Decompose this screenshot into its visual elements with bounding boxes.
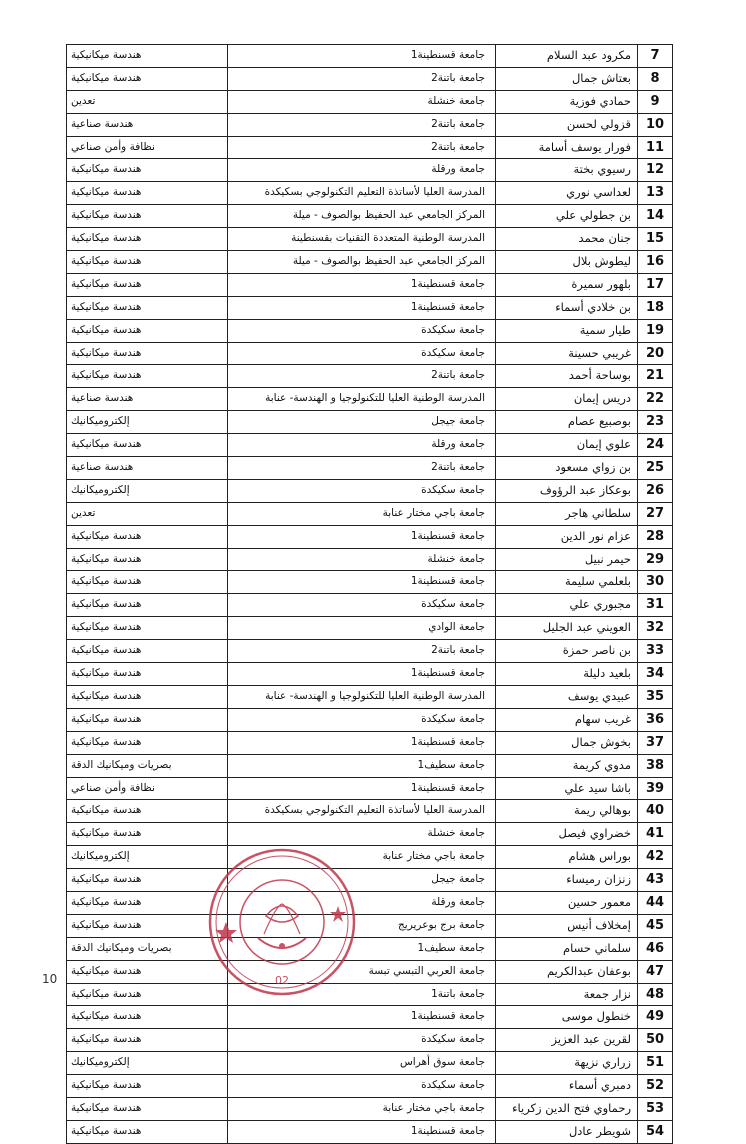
specialty: تعدين bbox=[67, 91, 228, 113]
table-row bbox=[67, 1121, 673, 1144]
specialty: هندسة ميكانيكية bbox=[67, 640, 228, 662]
candidate-name: رسيوي بختة bbox=[496, 159, 638, 181]
university-name: جامعة قسنطينة1 bbox=[228, 526, 496, 548]
table-row bbox=[67, 823, 673, 846]
row-number: 51 bbox=[638, 1052, 673, 1074]
row-number: 49 bbox=[638, 1006, 673, 1028]
specialty: هندسة ميكانيكية bbox=[67, 663, 228, 685]
university-name: جامعة سكيكدة bbox=[228, 480, 496, 502]
university-name: المركز الجامعي عبد الحفيظ بوالصوف - ميلة bbox=[228, 205, 496, 227]
row-number: 39 bbox=[638, 778, 673, 800]
table-row bbox=[67, 915, 673, 938]
university-name: جامعة قسنطينة1 bbox=[228, 663, 496, 685]
row-number: 13 bbox=[638, 182, 673, 204]
university-name: المدرسة العليا لأساتذة التعليم التكنولوجي بسكيكدة bbox=[228, 182, 496, 204]
candidate-name: فورار يوسف أسامة bbox=[496, 137, 638, 159]
candidate-name: بن خلادي أسماء bbox=[496, 297, 638, 319]
university-name: جامعة باتنة2 bbox=[228, 640, 496, 662]
table-row bbox=[67, 411, 673, 434]
university-name: جامعة برج بوعريريج bbox=[228, 915, 496, 937]
row-number: 54 bbox=[638, 1121, 673, 1143]
candidate-name: بوساحة أحمد bbox=[496, 365, 638, 387]
university-name: جامعة سكيكدة bbox=[228, 1075, 496, 1097]
university-name: جامعة خنشلة bbox=[228, 91, 496, 113]
university-name: جامعة باتنة2 bbox=[228, 68, 496, 90]
candidate-name: غريبي حسينة bbox=[496, 343, 638, 365]
specialty: بصريات وميكانيك الدقة bbox=[67, 755, 228, 777]
university-name: جامعة العربي التبسي تبسة bbox=[228, 961, 496, 983]
university-name: المدرسة الوطنية العليا للتكنولوجيا و الهندسة- عنابة bbox=[228, 388, 496, 410]
university-name: جامعة باتنة2 bbox=[228, 114, 496, 136]
row-number: 24 bbox=[638, 434, 673, 456]
candidate-name: زراري نزيهة bbox=[496, 1052, 638, 1074]
university-name: جامعة قسنطينة1 bbox=[228, 1121, 496, 1143]
university-name: جامعة سكيكدة bbox=[228, 343, 496, 365]
table-row bbox=[67, 686, 673, 709]
candidate-name: بوصبيع عصام bbox=[496, 411, 638, 433]
table-row bbox=[67, 228, 673, 251]
specialty: تعدين bbox=[67, 503, 228, 525]
row-number: 9 bbox=[638, 91, 673, 113]
table-row bbox=[67, 503, 673, 526]
candidate-name: خضراوي فيصل bbox=[496, 823, 638, 845]
specialty: هندسة ميكانيكية bbox=[67, 228, 228, 250]
row-number: 27 bbox=[638, 503, 673, 525]
page-number: 10 bbox=[42, 972, 58, 986]
candidate-name: بوعفان عبدالكريم bbox=[496, 961, 638, 983]
specialty: هندسة ميكانيكية bbox=[67, 800, 228, 822]
university-name: جامعة سوق أهراس bbox=[228, 1052, 496, 1074]
specialty: هندسة صناعية bbox=[67, 457, 228, 479]
row-number: 19 bbox=[638, 320, 673, 342]
candidate-name: بلعلمي سليمة bbox=[496, 571, 638, 593]
candidate-name: بن جطولي علي bbox=[496, 205, 638, 227]
specialty: هندسة ميكانيكية bbox=[67, 892, 228, 914]
row-number: 43 bbox=[638, 869, 673, 891]
row-number: 21 bbox=[638, 365, 673, 387]
specialty: هندسة ميكانيكية bbox=[67, 320, 228, 342]
row-number: 14 bbox=[638, 205, 673, 227]
specialty: هندسة ميكانيكية bbox=[67, 1121, 228, 1143]
candidate-name: إمخلاف أنيس bbox=[496, 915, 638, 937]
row-number: 7 bbox=[638, 45, 673, 67]
university-name: جامعة جيجل bbox=[228, 411, 496, 433]
table-row bbox=[67, 297, 673, 320]
candidate-name: عزام نور الدين bbox=[496, 526, 638, 548]
table-row bbox=[67, 434, 673, 457]
candidate-name: حيمر نبيل bbox=[496, 549, 638, 571]
table-row bbox=[67, 846, 673, 869]
candidate-name: العويني عبد الجليل bbox=[496, 617, 638, 639]
table-row bbox=[67, 388, 673, 411]
table-row bbox=[67, 732, 673, 755]
row-number: 38 bbox=[638, 755, 673, 777]
row-number: 11 bbox=[638, 137, 673, 159]
university-name: جامعة سكيكدة bbox=[228, 320, 496, 342]
candidate-name: بوعكاز عبد الرؤوف bbox=[496, 480, 638, 502]
row-number: 47 bbox=[638, 961, 673, 983]
university-name: جامعة سكيكدة bbox=[228, 709, 496, 731]
specialty: هندسة ميكانيكية bbox=[67, 915, 228, 937]
specialty: هندسة ميكانيكية bbox=[67, 343, 228, 365]
university-name: جامعة ورقلة bbox=[228, 159, 496, 181]
table-row bbox=[67, 45, 673, 68]
table-row bbox=[67, 755, 673, 778]
university-name: جامعة قسنطينة1 bbox=[228, 45, 496, 67]
university-name: جامعة جيجل bbox=[228, 869, 496, 891]
row-number: 17 bbox=[638, 274, 673, 296]
university-name: جامعة باتنة2 bbox=[228, 137, 496, 159]
candidate-name: رحماوي فتح الدين زكرياء bbox=[496, 1098, 638, 1120]
university-name: جامعة قسنطينة1 bbox=[228, 297, 496, 319]
specialty: إلكتروميكانيك bbox=[67, 846, 228, 868]
specialty: إلكتروميكانيك bbox=[67, 1052, 228, 1074]
row-number: 12 bbox=[638, 159, 673, 181]
university-name: جامعة باجي مختار عنابة bbox=[228, 503, 496, 525]
table-row bbox=[67, 869, 673, 892]
row-number: 26 bbox=[638, 480, 673, 502]
specialty: هندسة صناعية bbox=[67, 388, 228, 410]
candidate-name: مكرود عبد السلام bbox=[496, 45, 638, 67]
university-name: جامعة باتنة2 bbox=[228, 365, 496, 387]
row-number: 41 bbox=[638, 823, 673, 845]
university-name: جامعة باجي مختار عنابة bbox=[228, 1098, 496, 1120]
table-row bbox=[67, 343, 673, 366]
table-row bbox=[67, 68, 673, 91]
specialty: هندسة ميكانيكية bbox=[67, 732, 228, 754]
row-number: 10 bbox=[638, 114, 673, 136]
university-name: جامعة سطيف1 bbox=[228, 938, 496, 960]
row-number: 23 bbox=[638, 411, 673, 433]
table-row bbox=[67, 778, 673, 801]
candidate-name: بعتاش جمال bbox=[496, 68, 638, 90]
results-table bbox=[66, 44, 673, 1144]
candidate-name: لقرين عبد العزيز bbox=[496, 1029, 638, 1051]
table-row bbox=[67, 663, 673, 686]
table-row bbox=[67, 526, 673, 549]
row-number: 32 bbox=[638, 617, 673, 639]
table-row bbox=[67, 617, 673, 640]
table-row bbox=[67, 800, 673, 823]
candidate-name: بلعيد دليلة bbox=[496, 663, 638, 685]
candidate-name: سلماني حسام bbox=[496, 938, 638, 960]
candidate-name: نزار جمعة bbox=[496, 984, 638, 1006]
row-number: 15 bbox=[638, 228, 673, 250]
specialty: هندسة ميكانيكية bbox=[67, 1029, 228, 1051]
table-row bbox=[67, 91, 673, 114]
university-name: جامعة باجي مختار عنابة bbox=[228, 846, 496, 868]
candidate-name: مدوي كريمة bbox=[496, 755, 638, 777]
table-row bbox=[67, 274, 673, 297]
table-row bbox=[67, 1075, 673, 1098]
candidate-name: سلطاني هاجر bbox=[496, 503, 638, 525]
specialty: هندسة ميكانيكية bbox=[67, 1075, 228, 1097]
row-number: 28 bbox=[638, 526, 673, 548]
specialty: نظافة وأمن صناعي bbox=[67, 137, 228, 159]
specialty: هندسة ميكانيكية bbox=[67, 182, 228, 204]
specialty: هندسة ميكانيكية bbox=[67, 45, 228, 67]
university-name: جامعة باتنة2 bbox=[228, 457, 496, 479]
row-number: 42 bbox=[638, 846, 673, 868]
candidate-name: علوي إيمان bbox=[496, 434, 638, 456]
specialty: هندسة ميكانيكية bbox=[67, 68, 228, 90]
university-name: جامعة سكيكدة bbox=[228, 594, 496, 616]
specialty: هندسة ميكانيكية bbox=[67, 365, 228, 387]
candidate-name: غريب سهام bbox=[496, 709, 638, 731]
table-row bbox=[67, 480, 673, 503]
table-row bbox=[67, 640, 673, 663]
table-row bbox=[67, 182, 673, 205]
table-row bbox=[67, 938, 673, 961]
university-name: جامعة قسنطينة1 bbox=[228, 274, 496, 296]
table-row bbox=[67, 205, 673, 228]
row-number: 30 bbox=[638, 571, 673, 593]
specialty: هندسة ميكانيكية bbox=[67, 251, 228, 273]
table-row bbox=[67, 1029, 673, 1052]
candidate-name: طيار سمية bbox=[496, 320, 638, 342]
row-number: 46 bbox=[638, 938, 673, 960]
candidate-name: معمور حسين bbox=[496, 892, 638, 914]
candidate-name: بن زواي مسعود bbox=[496, 457, 638, 479]
university-name: جامعة الوادي bbox=[228, 617, 496, 639]
table-row bbox=[67, 892, 673, 915]
specialty: هندسة ميكانيكية bbox=[67, 159, 228, 181]
university-name: جامعة قسنطينة1 bbox=[228, 778, 496, 800]
row-number: 37 bbox=[638, 732, 673, 754]
candidate-name: لعداسي نوري bbox=[496, 182, 638, 204]
specialty: هندسة ميكانيكية bbox=[67, 686, 228, 708]
row-number: 25 bbox=[638, 457, 673, 479]
table-row bbox=[67, 457, 673, 480]
table-row bbox=[67, 365, 673, 388]
specialty: هندسة ميكانيكية bbox=[67, 823, 228, 845]
candidate-name: باشا سيد علي bbox=[496, 778, 638, 800]
table-row bbox=[67, 571, 673, 594]
svg-text:02: 02 bbox=[275, 974, 289, 987]
table-row bbox=[67, 961, 673, 984]
candidate-name: بلهور سميرة bbox=[496, 274, 638, 296]
row-number: 44 bbox=[638, 892, 673, 914]
candidate-name: خنطول موسى bbox=[496, 1006, 638, 1028]
row-number: 16 bbox=[638, 251, 673, 273]
table-row bbox=[67, 549, 673, 572]
university-name: جامعة سكيكدة bbox=[228, 1029, 496, 1051]
candidate-name: عبيدي يوسف bbox=[496, 686, 638, 708]
table-row bbox=[67, 1006, 673, 1029]
candidate-name: بوهالي ريمة bbox=[496, 800, 638, 822]
row-number: 45 bbox=[638, 915, 673, 937]
row-number: 50 bbox=[638, 1029, 673, 1051]
specialty: هندسة ميكانيكية bbox=[67, 205, 228, 227]
row-number: 34 bbox=[638, 663, 673, 685]
university-name: جامعة سطيف1 bbox=[228, 755, 496, 777]
table-row bbox=[67, 709, 673, 732]
table-row bbox=[67, 251, 673, 274]
specialty: هندسة ميكانيكية bbox=[67, 549, 228, 571]
row-number: 35 bbox=[638, 686, 673, 708]
specialty: هندسة ميكانيكية bbox=[67, 617, 228, 639]
candidate-name: ليطوش بلال bbox=[496, 251, 638, 273]
university-name: جامعة قسنطينة1 bbox=[228, 732, 496, 754]
university-name: المدرسة الوطنية العليا للتكنولوجيا و الهندسة- عنابة bbox=[228, 686, 496, 708]
candidate-name: دمبري أسماء bbox=[496, 1075, 638, 1097]
university-name: جامعة قسنطينة1 bbox=[228, 571, 496, 593]
university-name: المدرسة العليا لأساتذة التعليم التكنولوجي بسكيكدة bbox=[228, 800, 496, 822]
row-number: 52 bbox=[638, 1075, 673, 1097]
university-name: جامعة خنشلة bbox=[228, 549, 496, 571]
row-number: 8 bbox=[638, 68, 673, 90]
specialty: هندسة ميكانيكية bbox=[67, 274, 228, 296]
university-name: جامعة خنشلة bbox=[228, 823, 496, 845]
row-number: 20 bbox=[638, 343, 673, 365]
row-number: 31 bbox=[638, 594, 673, 616]
candidate-name: قزولي لحسن bbox=[496, 114, 638, 136]
university-name: جامعة باتنة1 bbox=[228, 984, 496, 1006]
table-row bbox=[67, 114, 673, 137]
specialty: نظافة وأمن صناعي bbox=[67, 778, 228, 800]
row-number: 18 bbox=[638, 297, 673, 319]
university-name: جامعة قسنطينة1 bbox=[228, 1006, 496, 1028]
specialty: هندسة ميكانيكية bbox=[67, 709, 228, 731]
row-number: 48 bbox=[638, 984, 673, 1006]
university-name: جامعة ورقلة bbox=[228, 434, 496, 456]
specialty: هندسة ميكانيكية bbox=[67, 1098, 228, 1120]
specialty: هندسة صناعية bbox=[67, 114, 228, 136]
specialty: هندسة ميكانيكية bbox=[67, 869, 228, 891]
specialty: هندسة ميكانيكية bbox=[67, 571, 228, 593]
row-number: 33 bbox=[638, 640, 673, 662]
row-number: 36 bbox=[638, 709, 673, 731]
table-row bbox=[67, 1052, 673, 1075]
specialty: إلكتروميكانيك bbox=[67, 411, 228, 433]
specialty: هندسة ميكانيكية bbox=[67, 434, 228, 456]
table-row bbox=[67, 137, 673, 160]
candidate-name: شويطر عادل bbox=[496, 1121, 638, 1143]
table-row bbox=[67, 320, 673, 343]
table-body bbox=[67, 45, 673, 1144]
specialty: هندسة ميكانيكية bbox=[67, 1006, 228, 1028]
candidate-name: بن ناصر حمزة bbox=[496, 640, 638, 662]
candidate-name: دريس إيمان bbox=[496, 388, 638, 410]
candidate-name: بوراس هشام bbox=[496, 846, 638, 868]
candidate-name: مجبوري علي bbox=[496, 594, 638, 616]
table-row bbox=[67, 984, 673, 1007]
row-number: 53 bbox=[638, 1098, 673, 1120]
row-number: 29 bbox=[638, 549, 673, 571]
candidate-name: حمادي فوزية bbox=[496, 91, 638, 113]
university-name: جامعة ورقلة bbox=[228, 892, 496, 914]
candidate-name: جنان محمد bbox=[496, 228, 638, 250]
specialty: هندسة ميكانيكية bbox=[67, 984, 228, 1006]
row-number: 22 bbox=[638, 388, 673, 410]
specialty: هندسة ميكانيكية bbox=[67, 594, 228, 616]
specialty: هندسة ميكانيكية bbox=[67, 297, 228, 319]
candidate-name: بخوش جمال bbox=[496, 732, 638, 754]
specialty: بصريات وميكانيك الدقة bbox=[67, 938, 228, 960]
specialty: هندسة ميكانيكية bbox=[67, 526, 228, 548]
specialty: إلكتروميكانيك bbox=[67, 480, 228, 502]
university-name: المدرسة الوطنية المتعددة التقنيات بقسنطينة bbox=[228, 228, 496, 250]
university-name: المركز الجامعي عبد الحفيظ بوالصوف - ميلة bbox=[228, 251, 496, 273]
table-row bbox=[67, 1098, 673, 1121]
specialty: هندسة ميكانيكية bbox=[67, 961, 228, 983]
candidate-name: زنزان رميساء bbox=[496, 869, 638, 891]
table-row bbox=[67, 594, 673, 617]
table-row bbox=[67, 159, 673, 182]
row-number: 40 bbox=[638, 800, 673, 822]
